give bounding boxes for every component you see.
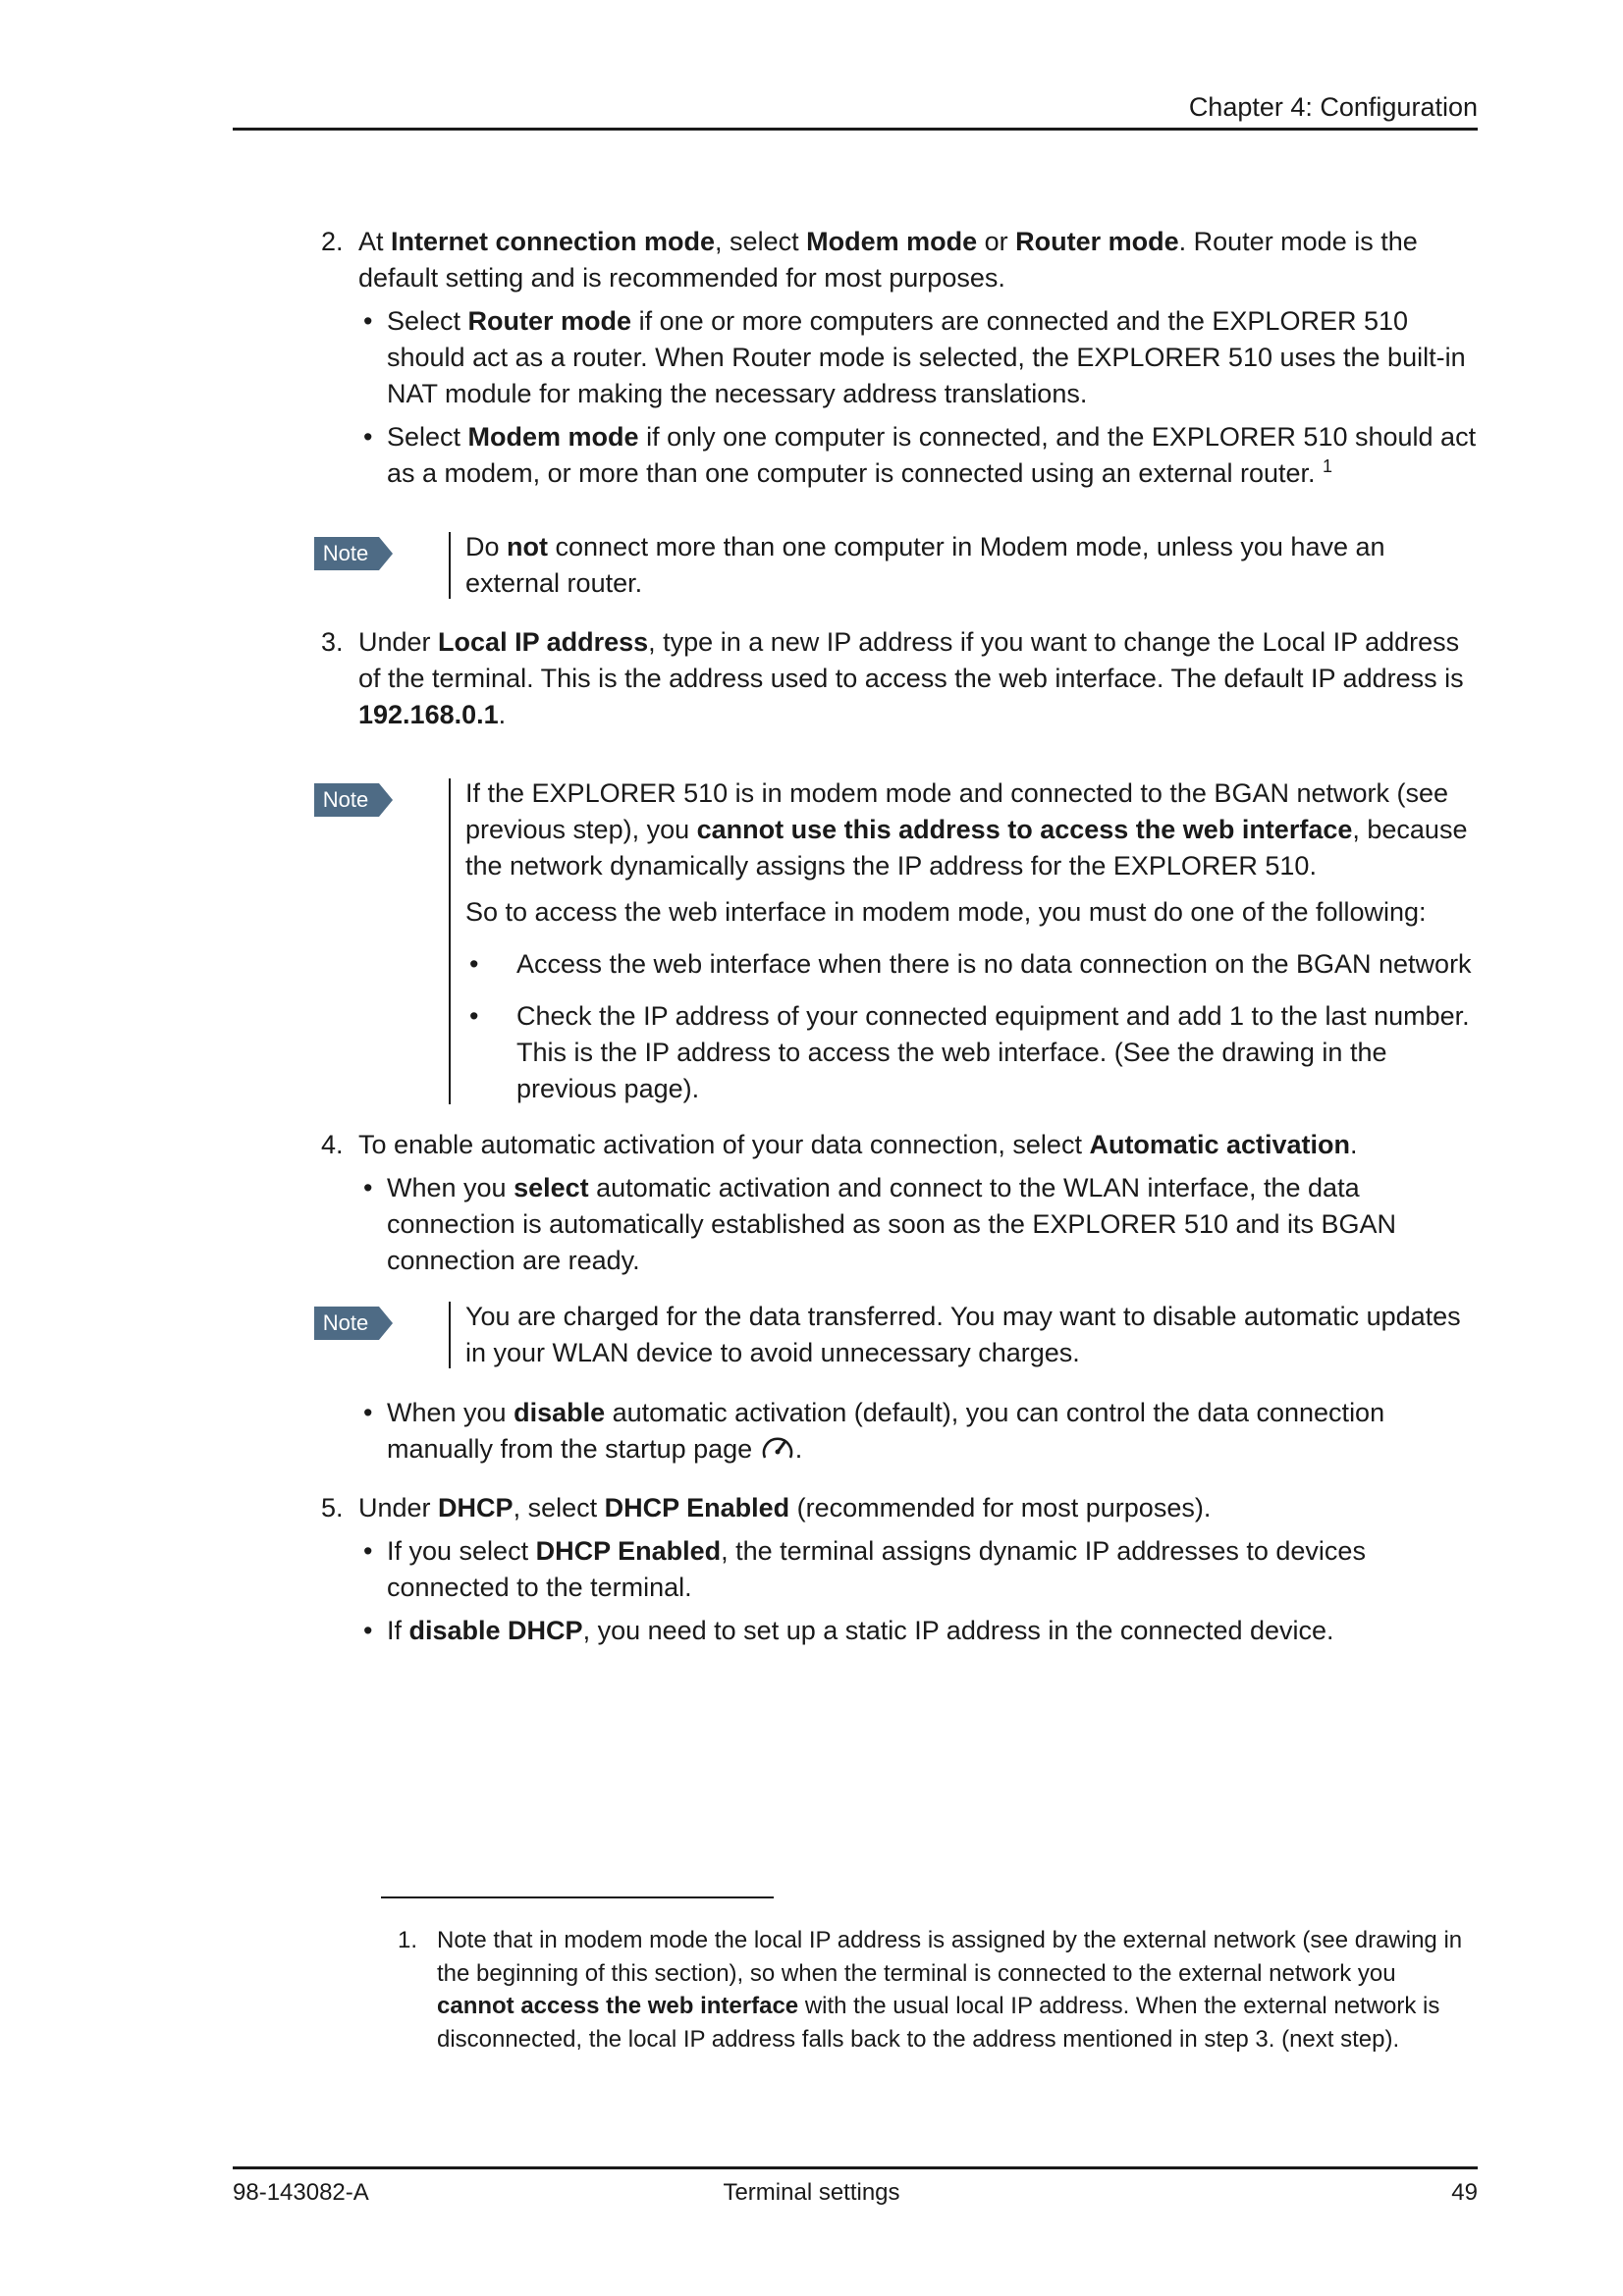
footnote [398, 1924, 1478, 2056]
list-item: • If disable DHCP, you need to set up a static IP address in the connected device. [358, 1613, 1478, 1649]
list-item: • If you select DHCP Enabled, the terminal assigns dynamic IP addresses to devices connected to the terminal. [358, 1533, 1478, 1606]
step-number: 2. [321, 227, 344, 256]
footnote-ref-link[interactable]: 1 [1323, 456, 1333, 476]
step-number: 4. [321, 1130, 344, 1159]
list-item: • When you disable automatic activation (default), you can control the data connection manually from the startup page . [358, 1395, 1478, 1471]
note-text: You are charged for the data transferred. You may want to disable automatic updates in your WLAN device to avoid unnecessary charges. [465, 1302, 1461, 1367]
note-text: If the EXPLORER 510 is in modem mode and connected to the BGAN network (see previous step), you cannot use this address to access the web interface, because the network dynamically assigns the IP address for the EXPLORER 510. [465, 778, 1468, 881]
note-box [314, 1299, 1478, 1371]
page-number: 49 [1451, 2179, 1478, 2206]
footnote-text: Note that in modem mode the local IP address is assigned by the external network (see drawing in the beginning of this section), so when the terminal is connected to the external network you cannot access the web interface with the usual local IP address. When the external network is disconnected, the local IP address falls back to the address mentioned in step 3. (next step). [437, 1927, 1463, 2053]
list-item: • Select Modem mode if only one computer is connected, and the EXPLORER 510 should act as a modem, or more than one computer is connected using an external router. $^1$ [358, 419, 1478, 492]
footnote-rule [381, 1896, 774, 1898]
header-rule [233, 128, 1478, 131]
bullet-icon: • [363, 1616, 373, 1645]
note-badge-icon [314, 537, 393, 570]
step-5 [321, 1490, 1478, 1649]
bullet-icon: • [363, 306, 373, 336]
note-label: Note [322, 1310, 369, 1335]
note-divider [449, 778, 451, 1104]
bullet-icon: • [363, 422, 373, 452]
list-item: • Access the web interface when there is no data connection on the BGAN network [465, 946, 1478, 983]
list-item: • Check the IP address of your connected equipment and add 1 to the last number. This is the IP address to access the web interface. (See the drawing in the previous page). [465, 998, 1478, 1107]
page-body [321, 224, 1478, 1649]
step-text: Under DHCP, select DHCP Enabled (recommended for most purposes). [358, 1493, 1212, 1522]
note-badge-icon [314, 783, 393, 817]
note-text: Do not connect more than one computer in Modem mode, unless you have an external router. [465, 532, 1385, 598]
document-number: 98-143082-A [233, 2179, 369, 2206]
step-number: 3. [321, 627, 344, 657]
step-text: To enable automatic activation of your data connection, select Automatic activation. [358, 1130, 1358, 1159]
bullet-icon: • [469, 949, 479, 979]
note-text: So to access the web interface in modem mode, you must do one of the following: [465, 897, 1427, 927]
footer-rule [233, 2166, 1478, 2169]
bullet-icon: • [363, 1398, 373, 1427]
note-label: Note [322, 787, 369, 812]
note-box [314, 775, 1478, 1107]
step-text: Under Local IP address, type in a new IP address if you want to change the Local IP address of the terminal. This is the address used to access the web interface. The default IP address is 192.168.0.1. [358, 627, 1464, 729]
step-4 [321, 1127, 1478, 1471]
list-item: • When you select automatic activation and connect to the WLAN interface, the data connection is automatically established as soon as the EXPLORER 510 and its BGAN connection are ready. [358, 1170, 1478, 1279]
bullet-icon: • [469, 1001, 479, 1031]
section-name: Terminal settings [723, 2179, 900, 2206]
step-2 [321, 224, 1478, 602]
note-box [314, 529, 1478, 602]
gauge-icon [760, 1432, 795, 1471]
note-divider [449, 1302, 451, 1368]
chapter-title: Chapter 4: Configuration [1188, 92, 1478, 122]
list-item: • Select Router mode if one or more computers are connected and the EXPLORER 510 should act as a router. When Router mode is selected, the EXPLORER 510 uses the built-in NAT module for making the necessary address translations. [358, 303, 1478, 412]
step-number: 5. [321, 1493, 344, 1522]
note-divider [449, 532, 451, 599]
note-label: Note [322, 541, 369, 565]
footnote-number: 1. [398, 1927, 418, 1953]
step-3 [321, 624, 1478, 1107]
bullet-icon: • [363, 1536, 373, 1566]
note-badge-icon [314, 1307, 393, 1340]
step-text: At Internet connection mode, select Modem mode or Router mode. Router mode is the default setting and is recommended for most purposes. [358, 227, 1418, 293]
bullet-icon: • [363, 1173, 373, 1202]
